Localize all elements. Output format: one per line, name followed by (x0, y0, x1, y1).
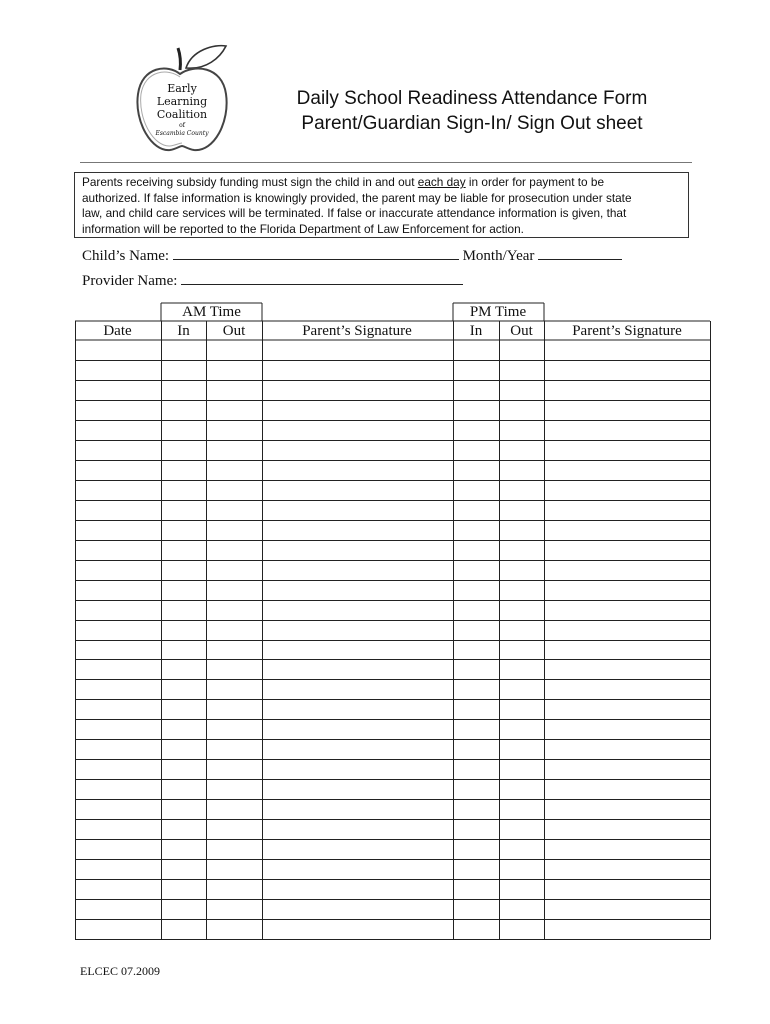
table-cell[interactable] (500, 700, 544, 719)
table-cell[interactable] (454, 401, 499, 420)
table-cell[interactable] (76, 720, 161, 739)
table-cell[interactable] (263, 621, 453, 640)
table-cell[interactable] (263, 421, 453, 440)
table-cell[interactable] (545, 840, 710, 859)
table-cell[interactable] (545, 900, 710, 919)
pm-parent-signature-header: Parent’s Signature (572, 323, 682, 339)
table-cell[interactable] (162, 641, 206, 660)
table-cell[interactable] (162, 700, 206, 719)
table-cell[interactable] (162, 660, 206, 679)
table-cell[interactable] (207, 461, 262, 480)
table-cell[interactable] (76, 780, 161, 799)
table-cell[interactable] (207, 361, 262, 380)
table-cell[interactable] (263, 561, 453, 580)
table-cell[interactable] (500, 800, 544, 819)
notice-emphasis-each-day: each day (417, 175, 466, 189)
table-cell[interactable] (545, 680, 710, 699)
table-cell[interactable] (207, 760, 262, 779)
pm-out-column-header: Out (510, 323, 533, 339)
table-cell[interactable] (263, 840, 453, 859)
form-version-code: ELCEC 07.2009 (80, 964, 160, 978)
table-cell[interactable] (454, 581, 499, 600)
table-cell[interactable] (545, 820, 710, 839)
table-cell[interactable] (545, 581, 710, 600)
table-cell[interactable] (162, 521, 206, 540)
table-cell[interactable] (545, 401, 710, 420)
table-cell[interactable] (545, 341, 710, 360)
table-cell[interactable] (454, 720, 499, 739)
table-cell[interactable] (76, 401, 161, 420)
table-cell[interactable] (207, 341, 262, 360)
table-cell[interactable] (162, 720, 206, 739)
table-cell[interactable] (545, 800, 710, 819)
table-cell[interactable] (545, 461, 710, 480)
table-cell[interactable] (454, 361, 499, 380)
table-cell[interactable] (500, 641, 544, 660)
table-cell[interactable] (162, 760, 206, 779)
table-cell[interactable] (76, 660, 161, 679)
table-cell[interactable] (454, 481, 499, 500)
table-cell[interactable] (545, 601, 710, 620)
table-cell[interactable] (207, 421, 262, 440)
provider-name-label: Provider Name: (82, 273, 178, 289)
table-cell[interactable] (454, 641, 499, 660)
table-cell[interactable] (162, 800, 206, 819)
table-cell[interactable] (263, 680, 453, 699)
table-cell[interactable] (545, 621, 710, 640)
table-cell[interactable] (500, 780, 544, 799)
table-cell[interactable] (207, 840, 262, 859)
table-cell[interactable] (454, 341, 499, 360)
notice-line-2: authorized. If false information is knowingly provided, the parent may be liable for prosecution under state (82, 190, 632, 205)
table-cell[interactable] (545, 780, 710, 799)
table-cell[interactable] (162, 541, 206, 560)
table-cell[interactable] (162, 840, 206, 859)
table-cell[interactable] (207, 401, 262, 420)
table-cell[interactable] (207, 700, 262, 719)
table-cell[interactable] (162, 820, 206, 839)
table-cell[interactable] (263, 341, 453, 360)
table-cell[interactable] (76, 601, 161, 620)
table-cell[interactable] (545, 501, 710, 520)
table-cell[interactable] (76, 381, 161, 400)
table-cell[interactable] (545, 740, 710, 759)
pm-time-header: PM Time (469, 304, 527, 320)
table-cell[interactable] (263, 461, 453, 480)
table-cell[interactable] (500, 501, 544, 520)
table-cell[interactable] (263, 800, 453, 819)
table-cell[interactable] (162, 501, 206, 520)
table-cell[interactable] (454, 660, 499, 679)
table-cell[interactable] (207, 521, 262, 540)
table-cell[interactable] (207, 900, 262, 919)
table-cell[interactable] (263, 541, 453, 560)
table-cell[interactable] (162, 880, 206, 899)
logo-text-coalition: Coalition (156, 108, 208, 121)
table-cell[interactable] (545, 521, 710, 540)
table-cell[interactable] (76, 341, 161, 360)
child-name-label: Child’s Name: (82, 248, 170, 264)
table-cell[interactable] (76, 521, 161, 540)
table-cell[interactable] (76, 740, 161, 759)
table-cell[interactable] (207, 680, 262, 699)
table-cell[interactable] (76, 680, 161, 699)
table-cell[interactable] (207, 800, 262, 819)
table-cell[interactable] (500, 381, 544, 400)
table-cell[interactable] (454, 461, 499, 480)
table-cell[interactable] (207, 581, 262, 600)
table-cell[interactable] (207, 740, 262, 759)
month-year-label: Month/Year (462, 248, 535, 264)
table-cell[interactable] (545, 361, 710, 380)
table-cell[interactable] (545, 561, 710, 580)
table-cell[interactable] (454, 521, 499, 540)
table-cell[interactable] (76, 800, 161, 819)
table-cell[interactable] (500, 760, 544, 779)
table-cell[interactable] (76, 760, 161, 779)
pm-in-column-header: In (469, 323, 483, 339)
table-cell[interactable] (545, 760, 710, 779)
table-cell[interactable] (263, 860, 453, 879)
am-parent-signature-header: Parent’s Signature (302, 323, 412, 339)
notice-line-3: law, and child care services will be terminated. If false or inaccurate attendance information is given, that (82, 206, 627, 220)
table-cell[interactable] (500, 341, 544, 360)
table-cell[interactable] (500, 820, 544, 839)
table-cell[interactable] (263, 521, 453, 540)
table-cell[interactable] (500, 481, 544, 500)
table-cell[interactable] (263, 660, 453, 679)
table-cell[interactable] (207, 561, 262, 580)
table-cell[interactable] (207, 621, 262, 640)
table-cell[interactable] (162, 581, 206, 600)
table-cell[interactable] (500, 860, 544, 879)
table-cell[interactable] (207, 920, 262, 939)
table-cell[interactable] (263, 920, 453, 939)
logo-text-early: Early (167, 82, 197, 95)
am-time-header: AM Time (182, 304, 241, 320)
table-cell[interactable] (76, 561, 161, 580)
table-cell[interactable] (545, 860, 710, 879)
notice-line-4: information will be reported to the Florida Department of Law Enforcement for action. (82, 221, 524, 236)
table-cell[interactable] (76, 820, 161, 839)
table-cell[interactable] (454, 501, 499, 520)
table-cell[interactable] (454, 740, 499, 759)
table-cell[interactable] (545, 641, 710, 660)
table-cell[interactable] (76, 700, 161, 719)
table-cell[interactable] (162, 780, 206, 799)
table-cell[interactable] (207, 541, 262, 560)
table-cell[interactable] (500, 720, 544, 739)
form-title-line2: Parent/Guardian Sign-In/ Sign Out sheet (301, 113, 643, 134)
table-cell[interactable] (263, 381, 453, 400)
table-cell[interactable] (162, 601, 206, 620)
table-cell[interactable] (454, 840, 499, 859)
am-out-column-header: Out (222, 323, 246, 339)
table-cell[interactable] (500, 561, 544, 580)
table-cell[interactable] (76, 481, 161, 500)
table-cell[interactable] (207, 381, 262, 400)
table-cell[interactable] (454, 541, 499, 560)
table-cell[interactable] (500, 541, 544, 560)
table-cell[interactable] (500, 900, 544, 919)
table-cell[interactable] (162, 461, 206, 480)
form-title-line1: Daily School Readiness Attendance Form (296, 88, 648, 109)
table-cell[interactable] (545, 880, 710, 899)
table-cell[interactable] (76, 920, 161, 939)
table-cell[interactable] (162, 561, 206, 580)
table-cell[interactable] (545, 481, 710, 500)
table-cell[interactable] (207, 601, 262, 620)
table-cell[interactable] (454, 880, 499, 899)
table-cell[interactable] (454, 381, 499, 400)
table-cell[interactable] (263, 361, 453, 380)
table-cell[interactable] (207, 820, 262, 839)
table-cell[interactable] (500, 660, 544, 679)
table-cell[interactable] (263, 720, 453, 739)
table-cell[interactable] (454, 780, 499, 799)
table-cell[interactable] (454, 800, 499, 819)
table-cell[interactable] (263, 740, 453, 759)
table-cell[interactable] (263, 441, 453, 460)
logo-text-of: of (179, 122, 185, 129)
table-cell[interactable] (162, 441, 206, 460)
table-cell[interactable] (76, 581, 161, 600)
table-cell[interactable] (76, 541, 161, 560)
logo-text-county: Escambia County (155, 130, 209, 137)
table-cell[interactable] (454, 760, 499, 779)
table-cell[interactable] (454, 820, 499, 839)
table-cell[interactable] (500, 840, 544, 859)
table-cell[interactable] (500, 740, 544, 759)
table-cell[interactable] (500, 680, 544, 699)
notice-line-1-start: Parents receiving subsidy funding must sign the child in and out (82, 175, 418, 189)
table-cell[interactable] (454, 601, 499, 620)
table-cell[interactable] (545, 421, 710, 440)
table-cell[interactable] (263, 700, 453, 719)
table-cell[interactable] (207, 660, 262, 679)
table-cell[interactable] (263, 760, 453, 779)
table-cell[interactable] (207, 880, 262, 899)
notice-line-1-end: in order for payment to be (465, 175, 605, 189)
table-cell[interactable] (454, 700, 499, 719)
table-cell[interactable] (76, 501, 161, 520)
am-in-column-header: In (177, 323, 190, 339)
table-cell[interactable] (76, 860, 161, 879)
table-cell[interactable] (500, 621, 544, 640)
table-cell[interactable] (162, 401, 206, 420)
logo-text-learning: Learning (156, 95, 208, 108)
table-cell[interactable] (162, 341, 206, 360)
date-column-header: Date (103, 323, 132, 339)
table-cell[interactable] (207, 780, 262, 799)
table-cell[interactable] (207, 720, 262, 739)
table-cell[interactable] (76, 461, 161, 480)
table-cell[interactable] (76, 840, 161, 859)
table-cell[interactable] (162, 481, 206, 500)
table-cell[interactable] (500, 920, 544, 939)
table-cell[interactable] (263, 900, 453, 919)
table-cell[interactable] (76, 421, 161, 440)
table-cell[interactable] (454, 621, 499, 640)
table-cell[interactable] (162, 621, 206, 640)
table-cell[interactable] (500, 601, 544, 620)
table-cell[interactable] (500, 581, 544, 600)
table-cell[interactable] (545, 541, 710, 560)
table-cell[interactable] (76, 880, 161, 899)
table-cell[interactable] (76, 361, 161, 380)
table-cell[interactable] (207, 860, 262, 879)
table-cell[interactable] (500, 521, 544, 540)
table-cell[interactable] (207, 501, 262, 520)
table-cell[interactable] (76, 621, 161, 640)
table-cell[interactable] (545, 920, 710, 939)
table-cell[interactable] (162, 740, 206, 759)
table-cell[interactable] (76, 641, 161, 660)
table-cell[interactable] (162, 421, 206, 440)
table-cell[interactable] (263, 820, 453, 839)
table-cell[interactable] (545, 381, 710, 400)
table-cell[interactable] (263, 601, 453, 620)
table-cell[interactable] (162, 680, 206, 699)
table-cell[interactable] (454, 860, 499, 879)
table-cell[interactable] (454, 920, 499, 939)
table-cell[interactable] (454, 561, 499, 580)
table-cell[interactable] (454, 441, 499, 460)
table-cell[interactable] (263, 880, 453, 899)
table-cell[interactable] (263, 780, 453, 799)
table-cell[interactable] (162, 900, 206, 919)
table-cell[interactable] (500, 421, 544, 440)
table-cell[interactable] (76, 441, 161, 460)
table-cell[interactable] (545, 441, 710, 460)
table-cell[interactable] (263, 641, 453, 660)
table-cell[interactable] (454, 680, 499, 699)
table-cell[interactable] (454, 421, 499, 440)
table-cell[interactable] (545, 700, 710, 719)
table-cell[interactable] (162, 381, 206, 400)
table-cell[interactable] (263, 401, 453, 420)
table-cell[interactable] (500, 880, 544, 899)
table-cell[interactable] (162, 860, 206, 879)
table-cell[interactable] (207, 441, 262, 460)
table-cell[interactable] (162, 920, 206, 939)
table-cell[interactable] (500, 361, 544, 380)
table-cell[interactable] (500, 401, 544, 420)
table-cell[interactable] (263, 581, 453, 600)
table-cell[interactable] (500, 441, 544, 460)
table-cell[interactable] (207, 481, 262, 500)
table-cell[interactable] (207, 641, 262, 660)
table-cell[interactable] (500, 461, 544, 480)
table-cell[interactable] (545, 720, 710, 739)
table-cell[interactable] (454, 900, 499, 919)
table-cell[interactable] (76, 900, 161, 919)
table-cell[interactable] (162, 361, 206, 380)
table-cell[interactable] (263, 501, 453, 520)
table-cell[interactable] (545, 660, 710, 679)
table-cell[interactable] (263, 481, 453, 500)
